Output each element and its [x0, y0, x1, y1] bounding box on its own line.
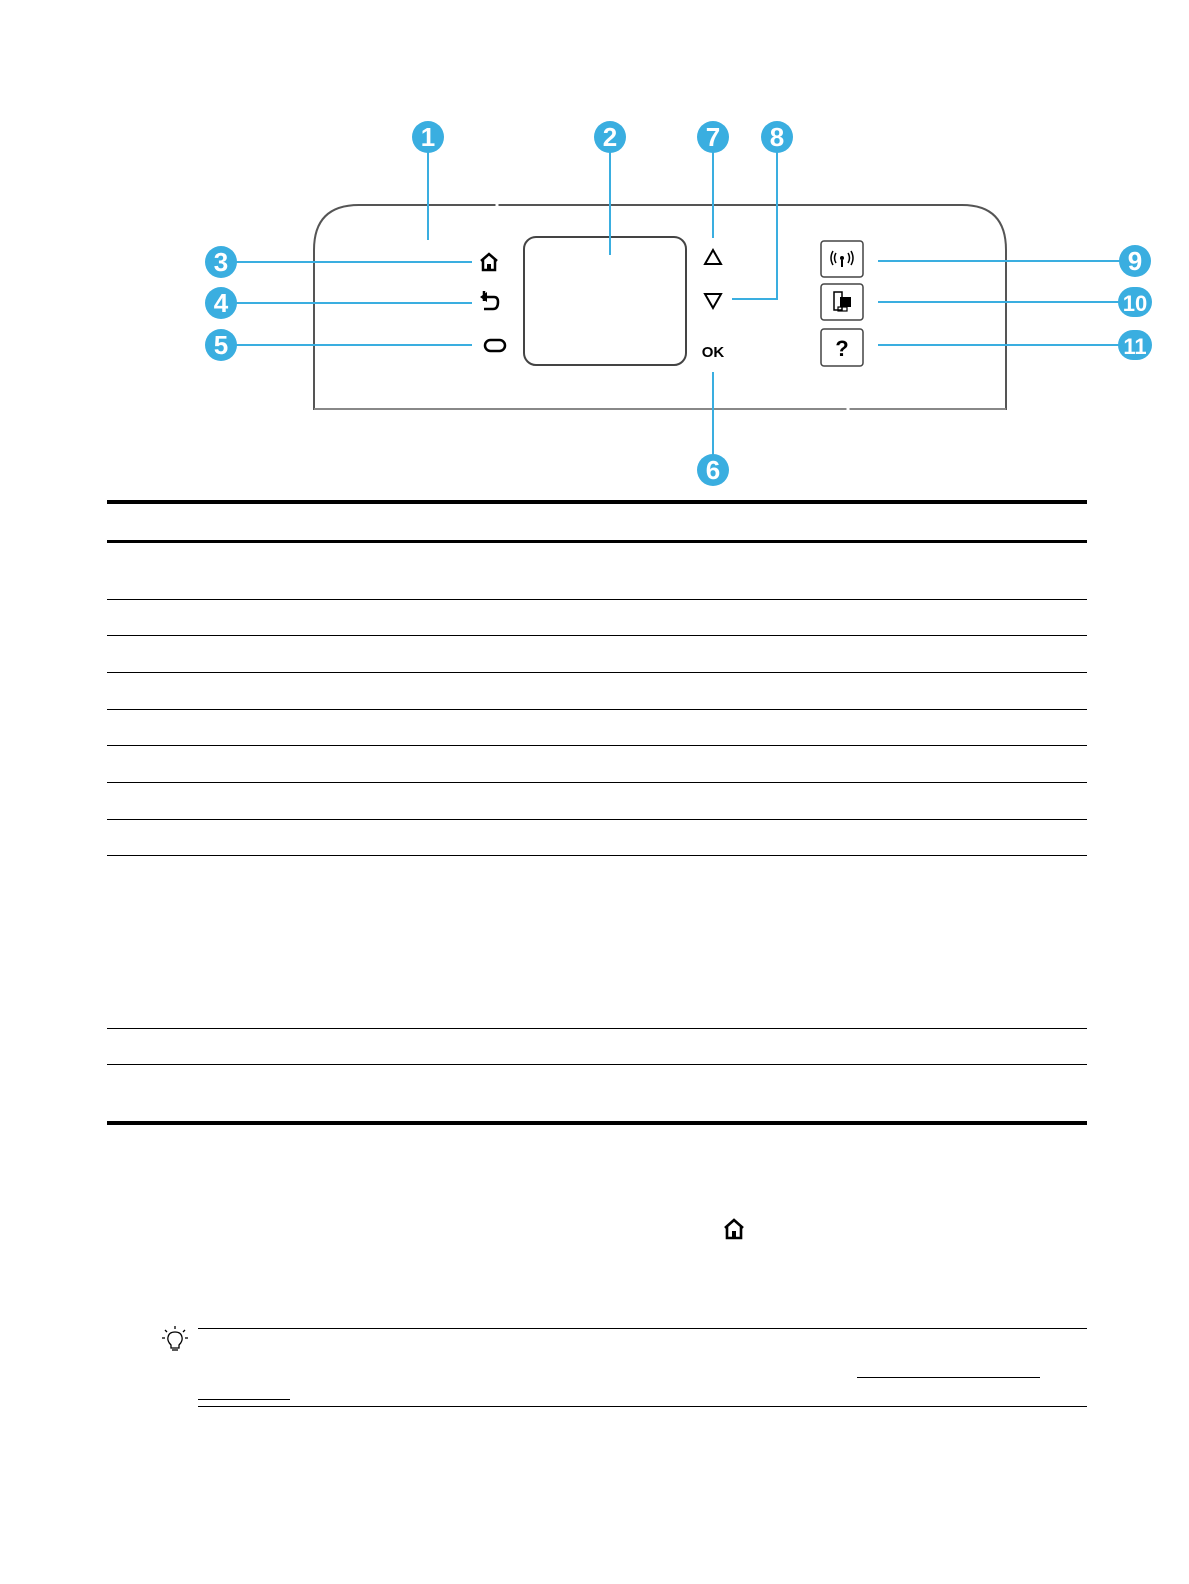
table-row-divider	[107, 1028, 1087, 1029]
table-row-divider	[107, 819, 1087, 820]
callout-1	[412, 121, 444, 153]
tip-link[interactable]	[198, 1399, 290, 1400]
svg-text:2: 2	[602, 122, 618, 152]
svg-text:6: 6	[705, 455, 721, 485]
callout-3	[205, 246, 237, 278]
home-icon	[481, 254, 497, 270]
home-button[interactable]	[481, 254, 497, 270]
table-row-divider	[107, 745, 1087, 746]
tip-bottom-rule	[198, 1406, 1087, 1407]
callout-9	[1119, 245, 1151, 277]
callout-8	[761, 121, 793, 153]
ok-button[interactable]	[702, 344, 725, 361]
callout-2	[594, 121, 626, 153]
callout-11	[1118, 330, 1152, 360]
up-arrow-icon	[705, 250, 721, 264]
callout-5	[205, 329, 237, 361]
svg-text:5: 5	[213, 330, 229, 360]
table-row-divider	[107, 782, 1087, 783]
callout-4	[205, 287, 237, 319]
svg-text:9: 9	[1127, 246, 1143, 276]
svg-text:8: 8	[769, 122, 785, 152]
table-bottom-rule	[107, 1121, 1087, 1125]
help-icon: ?	[835, 336, 849, 361]
svg-text:7: 7	[705, 122, 721, 152]
leader-line-8	[732, 152, 777, 299]
home-icon	[722, 1217, 746, 1241]
table-header-rule	[107, 540, 1087, 543]
table-row-divider	[107, 672, 1087, 673]
svg-text:OK: OK	[701, 344, 725, 361]
svg-text:11: 11	[1123, 334, 1147, 359]
callout-6	[697, 454, 729, 486]
wifi-direct-icon	[834, 292, 851, 311]
menu-icon	[485, 340, 505, 351]
control-panel-table	[107, 500, 1087, 1126]
panel-outline	[314, 205, 1006, 410]
wifi-direct-button[interactable]	[821, 284, 863, 320]
svg-text:4: 4	[213, 288, 229, 318]
back-icon	[480, 291, 498, 309]
table-row-divider	[107, 709, 1087, 710]
tip-top-rule	[198, 1328, 1087, 1329]
svg-text:10: 10	[1122, 291, 1148, 316]
lightbulb-icon	[162, 1326, 188, 1356]
table-top-rule	[107, 500, 1087, 504]
svg-text:3: 3	[213, 247, 229, 277]
tip-link[interactable]	[857, 1377, 1040, 1378]
table-row-divider	[107, 635, 1087, 636]
table-row-divider	[107, 855, 1087, 856]
wireless-button[interactable]	[821, 241, 863, 277]
menu-button[interactable]	[485, 340, 505, 351]
svg-text:1: 1	[420, 122, 436, 152]
wireless-icon	[831, 251, 853, 267]
table-row-divider	[107, 1064, 1087, 1065]
back-button[interactable]	[480, 291, 498, 309]
callout-10	[1118, 287, 1152, 317]
down-arrow-button[interactable]	[705, 294, 721, 308]
help-button[interactable]	[821, 329, 863, 366]
down-arrow-icon	[705, 294, 721, 308]
display-screen	[524, 237, 686, 365]
control-panel-diagram	[0, 0, 1189, 500]
table-row-divider	[107, 599, 1087, 600]
up-arrow-button[interactable]	[705, 250, 721, 264]
callout-7	[697, 121, 729, 153]
